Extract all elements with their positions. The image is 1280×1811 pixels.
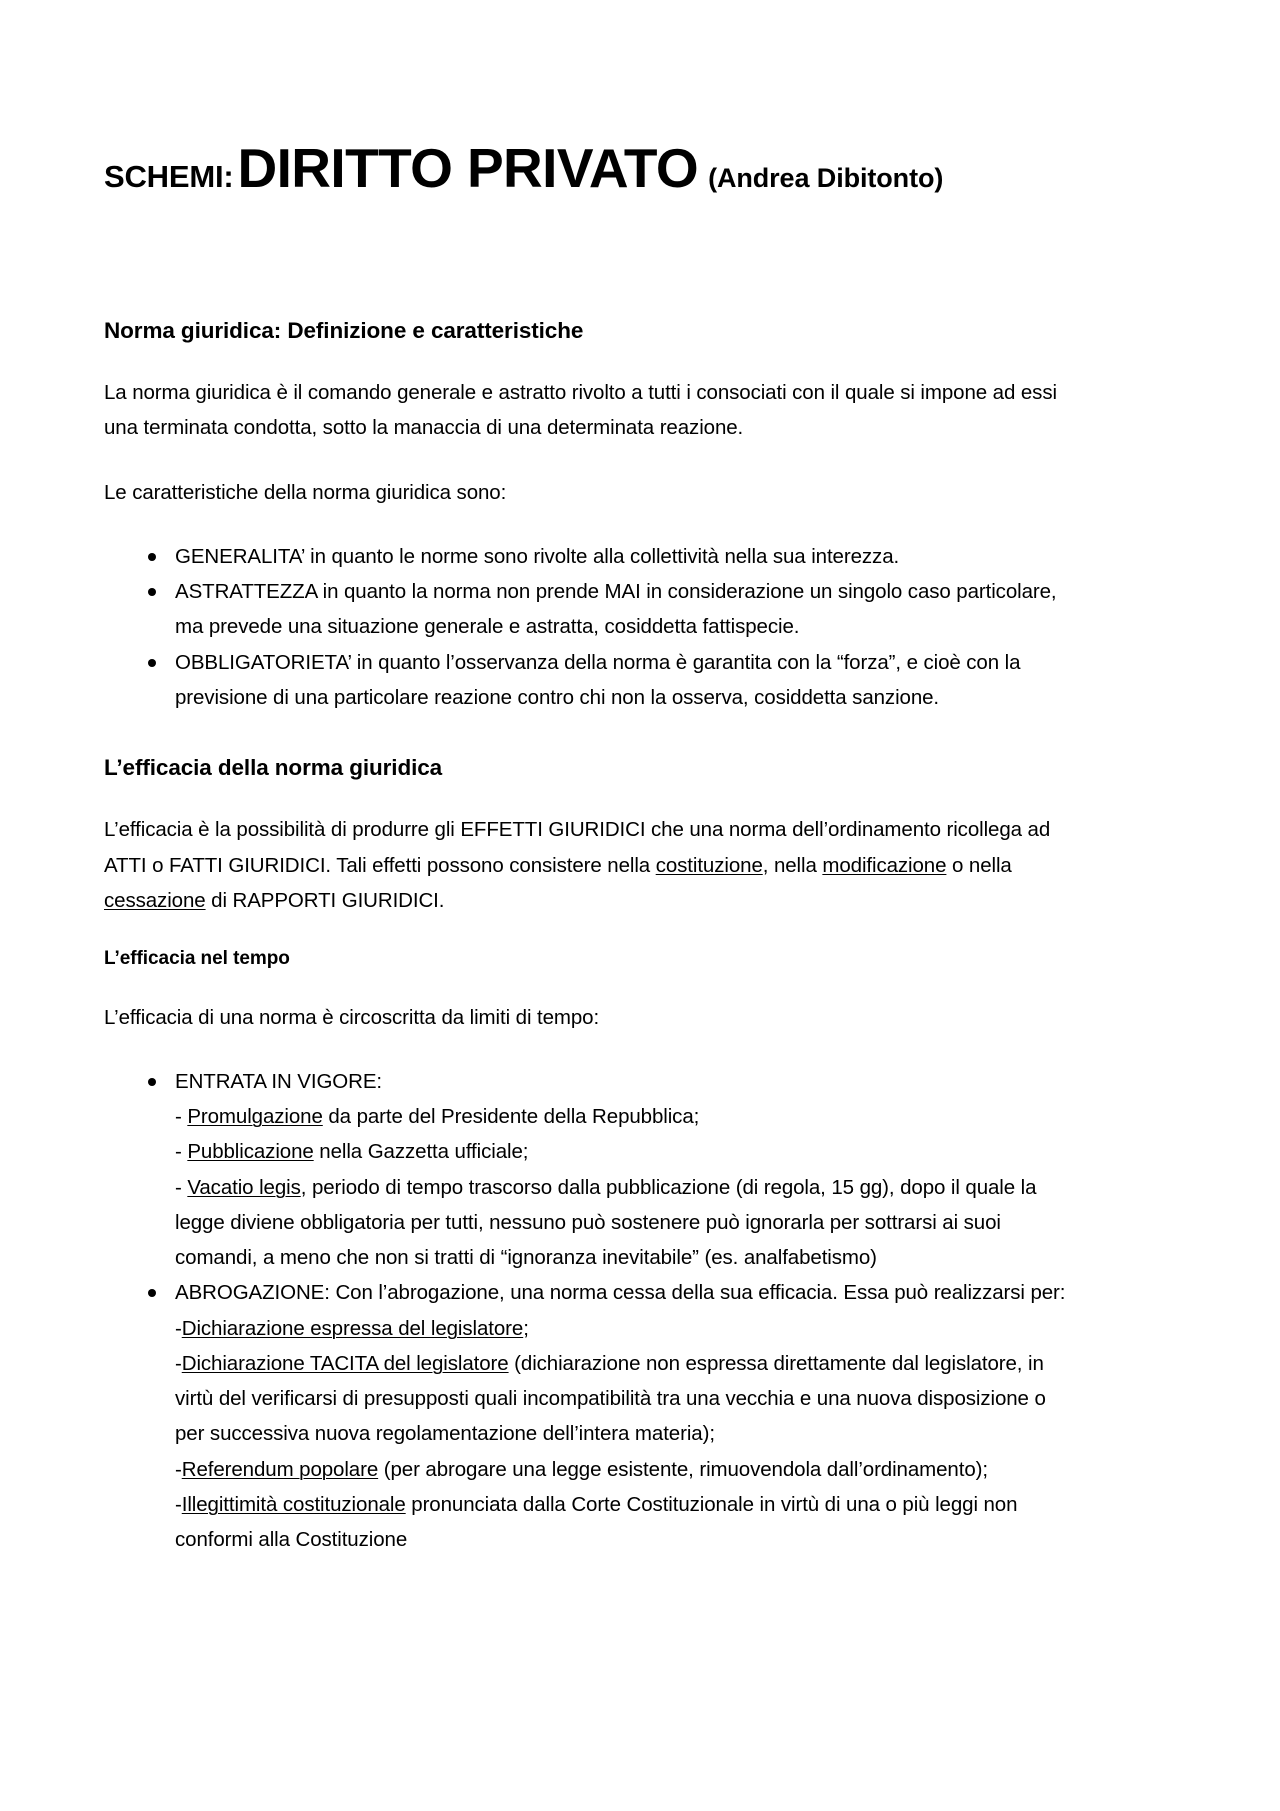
paragraph-limiti-tempo: L’efficacia di una norma è circoscritta da limiti di tempo:	[104, 1005, 600, 1029]
dash: -	[175, 1492, 182, 1516]
abrogazione-line-rest: pronunciata dalla Corte Costituzionale in virtù di una o più leggi non conformi alla Costituzione	[175, 1492, 1018, 1552]
abrogazione-line-rest: ;	[523, 1316, 529, 1340]
term-promulgazione: Promulgazione	[187, 1105, 323, 1129]
list-item: OBBLIGATORIETA’ in quanto l’osservanza della norma è garantita con la “forza”, e cioè con la previsione di una particolare reazione contro chi non la osserva, cosiddetta sanzione.	[104, 645, 1080, 716]
list-item-abrogazione	[104, 1275, 1080, 1557]
term-vacatio-legis: Vacatio legis	[187, 1175, 301, 1199]
abrogazione-line	[175, 1452, 1080, 1487]
dash: -	[175, 1175, 188, 1199]
subheading-efficacia-nel-tempo: L’efficacia nel tempo	[104, 948, 290, 969]
entrata-line-rest: , periodo di tempo trascorso dalla pubblicazione (di regola, 15 gg), dopo il quale la legge diviene obbligatoria per tutti, nessuno può sostenere può ignorarla per sottrarsi ai suoi comandi, a meno che non si tratti di “ignoranza inevitabile” (es. analfabetismo)	[175, 1175, 1037, 1270]
title-author: (Andrea Dibitonto)	[708, 163, 944, 193]
entrata-line-rest: nella Gazzetta ufficiale;	[313, 1140, 529, 1164]
title-prefix: SCHEMI:	[104, 159, 234, 194]
list-caratteristiche	[104, 539, 1080, 715]
dash: -	[175, 1316, 182, 1340]
abrogazione-line-rest: (dichiarazione non espressa direttamente dal legislatore, in virtù del verificarsi di presupposti quali incompatibilità tra una vecchia e una nuova disposizione o per successiva nuova regolamentazione dell’intera materia);	[175, 1351, 1046, 1446]
term-cessazione: cessazione	[104, 888, 206, 912]
term-illegittimita-costituzionale: Illegittimità costituzionale	[181, 1492, 406, 1516]
dash: -	[175, 1457, 182, 1481]
efficacia-text-d: di RAPPORTI GIURIDICI.	[205, 888, 445, 912]
term-pubblicazione: Pubblicazione	[187, 1140, 314, 1164]
list-item: ASTRATTEZZA in quanto la norma non prende MAI in considerazione un singolo caso particolare, ma prevede una situazione generale e astratta, cosiddetta fattispecie.	[104, 574, 1080, 645]
entrata-line	[175, 1099, 1080, 1134]
term-modificazione: modificazione	[822, 853, 947, 877]
title-main: DIRITTO PRIVATO	[237, 137, 699, 199]
entrata-label: ENTRATA IN VIGORE:	[175, 1069, 383, 1093]
abrogazione-label: ABROGAZIONE: Con l’abrogazione, una norma cessa della sua efficacia. Essa può realizzarsi per:	[175, 1281, 1066, 1305]
abrogazione-line	[175, 1311, 1080, 1346]
entrata-line	[175, 1134, 1080, 1169]
entrata-line	[175, 1170, 1080, 1276]
abrogazione-line	[175, 1346, 1080, 1452]
list-item: GENERALITA’ in quanto le norme sono rivolte alla collettività nella sua interezza.	[104, 539, 1080, 574]
abrogazione-line-rest: (per abrogare una legge esistente, rimuovendola dall’ordinamento);	[378, 1457, 988, 1481]
page-title	[104, 137, 1080, 199]
efficacia-text-b: , nella	[762, 853, 823, 877]
efficacia-text-c: o nella	[946, 853, 1012, 877]
list-limiti-tempo	[104, 1064, 1080, 1558]
section-heading-efficacia: L’efficacia della norma giuridica	[104, 755, 443, 780]
efficacia-text-a: L’efficacia è la possibilità di produrre gli EFFETTI GIURIDICI che una norma dell’ordinamento ricollega ad ATTI o FATTI GIURIDICI. Tali effetti possono consistere nella	[104, 818, 1051, 877]
term-dichiarazione-espressa: Dichiarazione espressa del legislatore	[181, 1316, 524, 1340]
term-costituzione: costituzione	[655, 853, 763, 877]
term-referendum-popolare: Referendum popolare	[181, 1457, 379, 1481]
dash: -	[175, 1140, 188, 1164]
section-heading-norma-giuridica: Norma giuridica: Definizione e caratteristiche	[104, 317, 584, 343]
dash: -	[175, 1351, 182, 1375]
dash: -	[175, 1105, 188, 1129]
term-dichiarazione-tacita: Dichiarazione TACITA del legislatore	[181, 1351, 509, 1375]
paragraph-caratteristiche-intro: Le caratteristiche della norma giuridica sono:	[104, 480, 507, 504]
paragraph-efficacia	[104, 812, 1080, 918]
entrata-line-rest: da parte del Presidente della Repubblica;	[322, 1105, 700, 1129]
abrogazione-line	[175, 1487, 1080, 1558]
list-item-entrata-in-vigore	[104, 1064, 1080, 1276]
paragraph-definizione: La norma giuridica è il comando generale e astratto rivolto a tutti i consociati con il quale si impone ad essi una terminata condotta, sotto la manaccia di una determinata reazione.	[104, 381, 1057, 440]
